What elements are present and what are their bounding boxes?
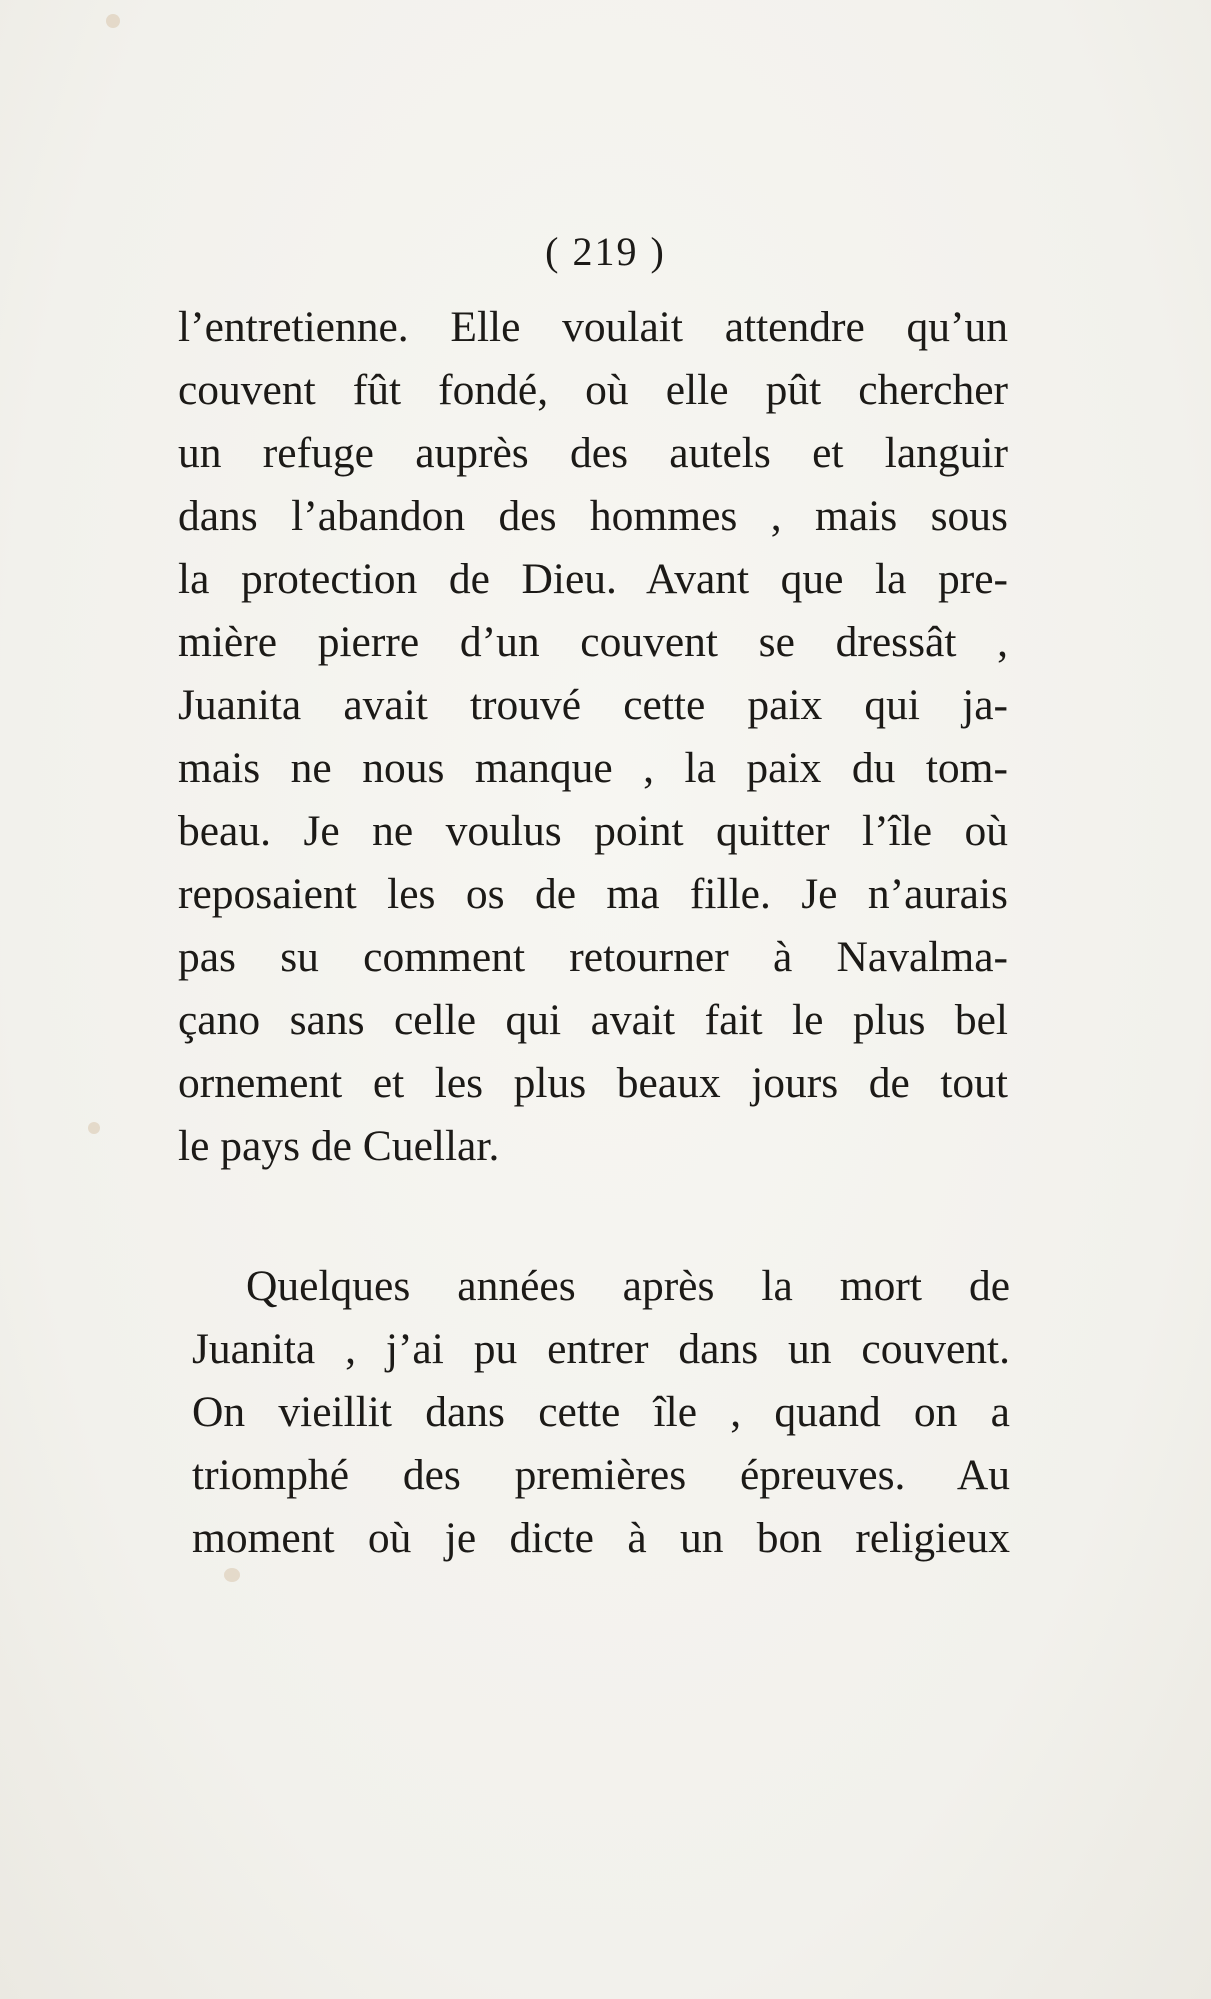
text-line: moment où je dicte à un bon religieux bbox=[192, 1514, 1010, 1562]
text-line: pas su comment retourner à Navalma- bbox=[178, 933, 1008, 981]
text-line: çano sans celle qui avait fait le plus bel bbox=[178, 996, 1008, 1044]
text-line: un refuge auprès des autels et languir bbox=[178, 429, 1008, 477]
text-line: reposaient les os de ma fille. Je n’aurais bbox=[178, 870, 1008, 918]
text-line: la protection de Dieu. Avant que la pre- bbox=[178, 555, 1008, 603]
text-line: dans l’abandon des hommes , mais sous bbox=[178, 492, 1008, 540]
text-line: l’entretienne. Elle voulait attendre qu’un bbox=[178, 303, 1008, 351]
page-number: ( 219 ) bbox=[545, 229, 666, 274]
paragraph-2 bbox=[192, 1255, 1010, 1570]
text-line: Juanita , j’ai pu entrer dans un couvent. bbox=[192, 1325, 1010, 1373]
text-line: mière pierre d’un couvent se dressât , bbox=[178, 618, 1008, 666]
paper-stain bbox=[224, 1568, 240, 1582]
text-line: On vieillit dans cette île , quand on a bbox=[192, 1388, 1010, 1436]
text-line: le pays de Cuellar. bbox=[178, 1122, 500, 1170]
text-line: couvent fût fondé, où elle pût chercher bbox=[178, 366, 1008, 414]
text-line: beau. Je ne voulus point quitter l’île où bbox=[178, 807, 1008, 855]
text-line: mais ne nous manque , la paix du tom- bbox=[178, 744, 1008, 792]
paper-stain bbox=[88, 1122, 100, 1134]
text-line: Quelques années après la mort de bbox=[246, 1262, 1010, 1310]
text-line: triomphé des premières épreuves. Au bbox=[192, 1451, 1010, 1499]
text-line: ornement et les plus beaux jours de tout bbox=[178, 1059, 1008, 1107]
text-line: Juanita avait trouvé cette paix qui ja- bbox=[178, 681, 1008, 729]
paragraph-1 bbox=[178, 296, 1008, 1178]
paper-stain bbox=[106, 14, 120, 28]
